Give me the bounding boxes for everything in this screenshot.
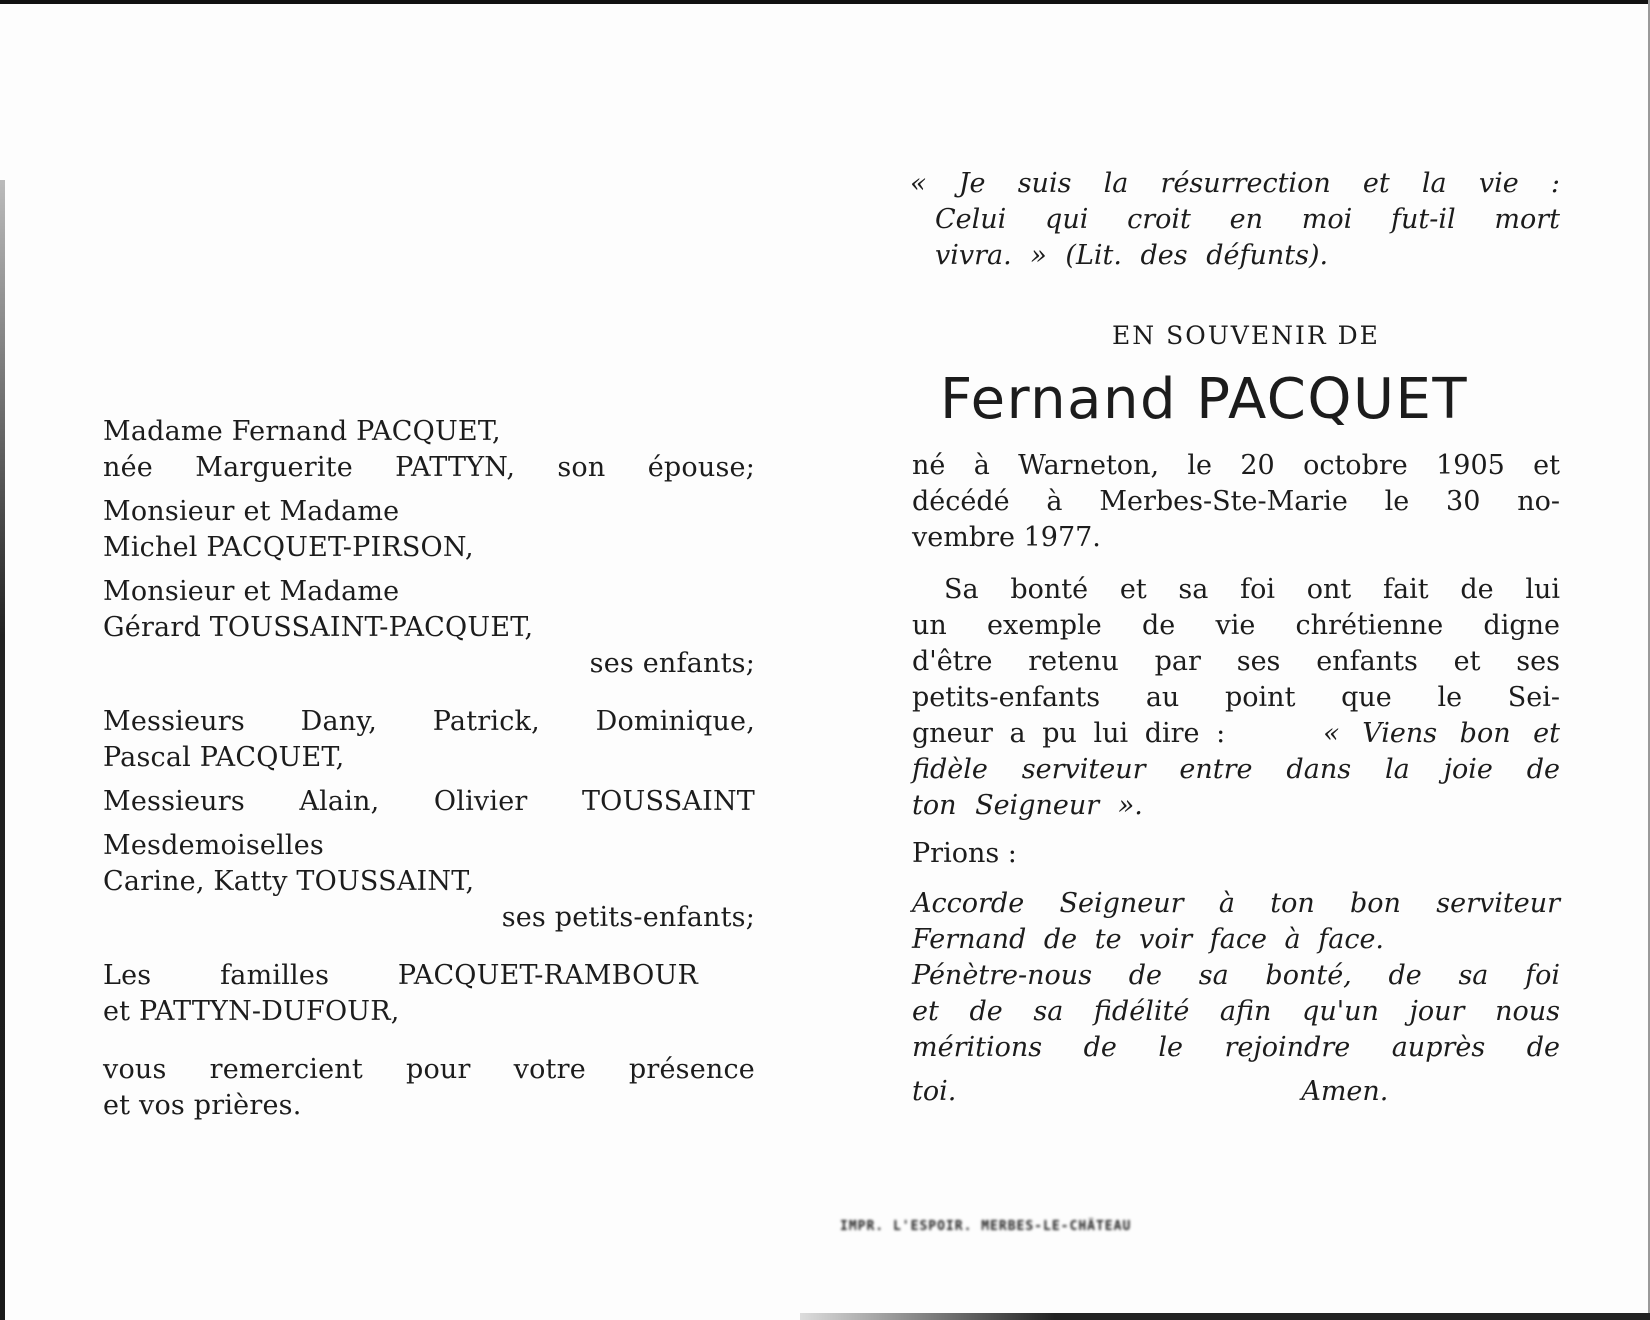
family-line: Carine, Katty TOUSSAINT, xyxy=(103,866,475,897)
family-line: Gérard TOUSSAINT-PACQUET, xyxy=(103,612,534,643)
tribute-line: fidèle serviteur entre dans la joie de xyxy=(912,754,1560,785)
family-line: Michel PACQUET-PIRSON, xyxy=(103,532,474,563)
quote-line: Celui qui croit en moi fut-il mort xyxy=(935,204,1560,235)
tribute-line-roman: gneur a pu lui dire : xyxy=(912,718,1226,749)
tribute-line: ton Seigneur ». xyxy=(912,790,1143,821)
deceased-name: Fernand PACQUET xyxy=(940,367,1469,432)
tribute-line: petits-enfants au point que le Sei- xyxy=(912,682,1560,713)
prayer-line: et de sa fidélité afin qu'un jour nous xyxy=(912,996,1560,1027)
family-line: Madame Fernand PACQUET, xyxy=(103,416,501,447)
memorial-text xyxy=(912,166,1560,1110)
family-block-granddaughters xyxy=(103,828,755,936)
family-block-families xyxy=(103,958,755,1030)
tribute-line: Sa bonté et sa foi ont fait de lui xyxy=(944,574,1560,605)
family-line: et PATTYN-DUFOUR, xyxy=(103,996,400,1027)
prayer-last-line xyxy=(912,1074,1560,1110)
family-line: Pascal PACQUET, xyxy=(103,742,345,773)
family-relation: ses petits-enfants; xyxy=(501,902,755,933)
thanks-line: vous remercient pour votre présence xyxy=(103,1054,755,1085)
scan-edge-top xyxy=(0,0,1650,4)
family-block-son xyxy=(103,494,755,566)
family-line: Mesdemoiselles xyxy=(103,830,324,861)
tribute-line xyxy=(912,716,1560,752)
tribute-line-italic: « Viens bon et xyxy=(1323,718,1560,749)
thanks-text xyxy=(103,1052,755,1124)
dates-line: décédé à Merbes-Ste-Marie le 30 no- xyxy=(912,486,1560,517)
scripture-quote xyxy=(910,166,1560,274)
tribute-line: d'être retenu par ses enfants et ses xyxy=(912,646,1560,677)
family-line: Monsieur et Madame xyxy=(103,576,400,607)
quote-line: « Je suis la résurrection et la vie : xyxy=(910,168,1560,199)
souvenir-heading: EN SOUVENIR DE xyxy=(1112,321,1380,350)
prayer-line: Fernand de te voir face à face. xyxy=(912,924,1384,955)
prayer-line: Pénètre-nous de sa bonté, de sa foi xyxy=(912,960,1560,991)
prions-label: Prions : xyxy=(912,838,1017,869)
prayer-line: méritions de le rejoindre auprès de xyxy=(912,1032,1560,1063)
scan-edge-left xyxy=(0,180,5,1320)
dates-line: né à Warneton, le 20 octobre 1905 et xyxy=(912,450,1560,481)
family-block-grandsons-toussaint xyxy=(103,784,755,820)
printer-mark: IMPR. L'ESPOIR. MERBES-LE-CHÂTEAU xyxy=(840,1219,1132,1234)
thanks-line: et vos prières. xyxy=(103,1090,302,1121)
birth-death-dates xyxy=(912,448,1560,556)
scan-edge-bottom xyxy=(800,1313,1650,1320)
tribute-line: un exemple de vie chrétienne digne xyxy=(912,610,1560,641)
family-block-daughter xyxy=(103,574,755,682)
family-line: née Marguerite PATTYN, son épouse; xyxy=(103,452,755,483)
dates-line: vembre 1977. xyxy=(912,522,1101,553)
family-block-grandsons-pacquet xyxy=(103,704,755,776)
tribute-paragraph xyxy=(912,572,1560,824)
family-line: Messieurs Alain, Olivier TOUSSAINT xyxy=(103,786,755,817)
family-line: Monsieur et Madame xyxy=(103,496,400,527)
quote-line: vivra. » (Lit. des défunts). xyxy=(935,240,1329,271)
prayer-line: toi. xyxy=(912,1076,957,1107)
prayer-line: Accorde Seigneur à ton bon serviteur xyxy=(912,888,1560,919)
amen: Amen. xyxy=(1301,1076,1389,1107)
family-line: Messieurs Dany, Patrick, Dominique, xyxy=(103,706,755,737)
prayer-text xyxy=(912,886,1560,1110)
family-relation: ses enfants; xyxy=(589,648,755,679)
family-list xyxy=(103,414,755,1132)
family-line: Les familles PACQUET-RAMBOUR xyxy=(103,960,698,991)
family-block-spouse xyxy=(103,414,755,486)
